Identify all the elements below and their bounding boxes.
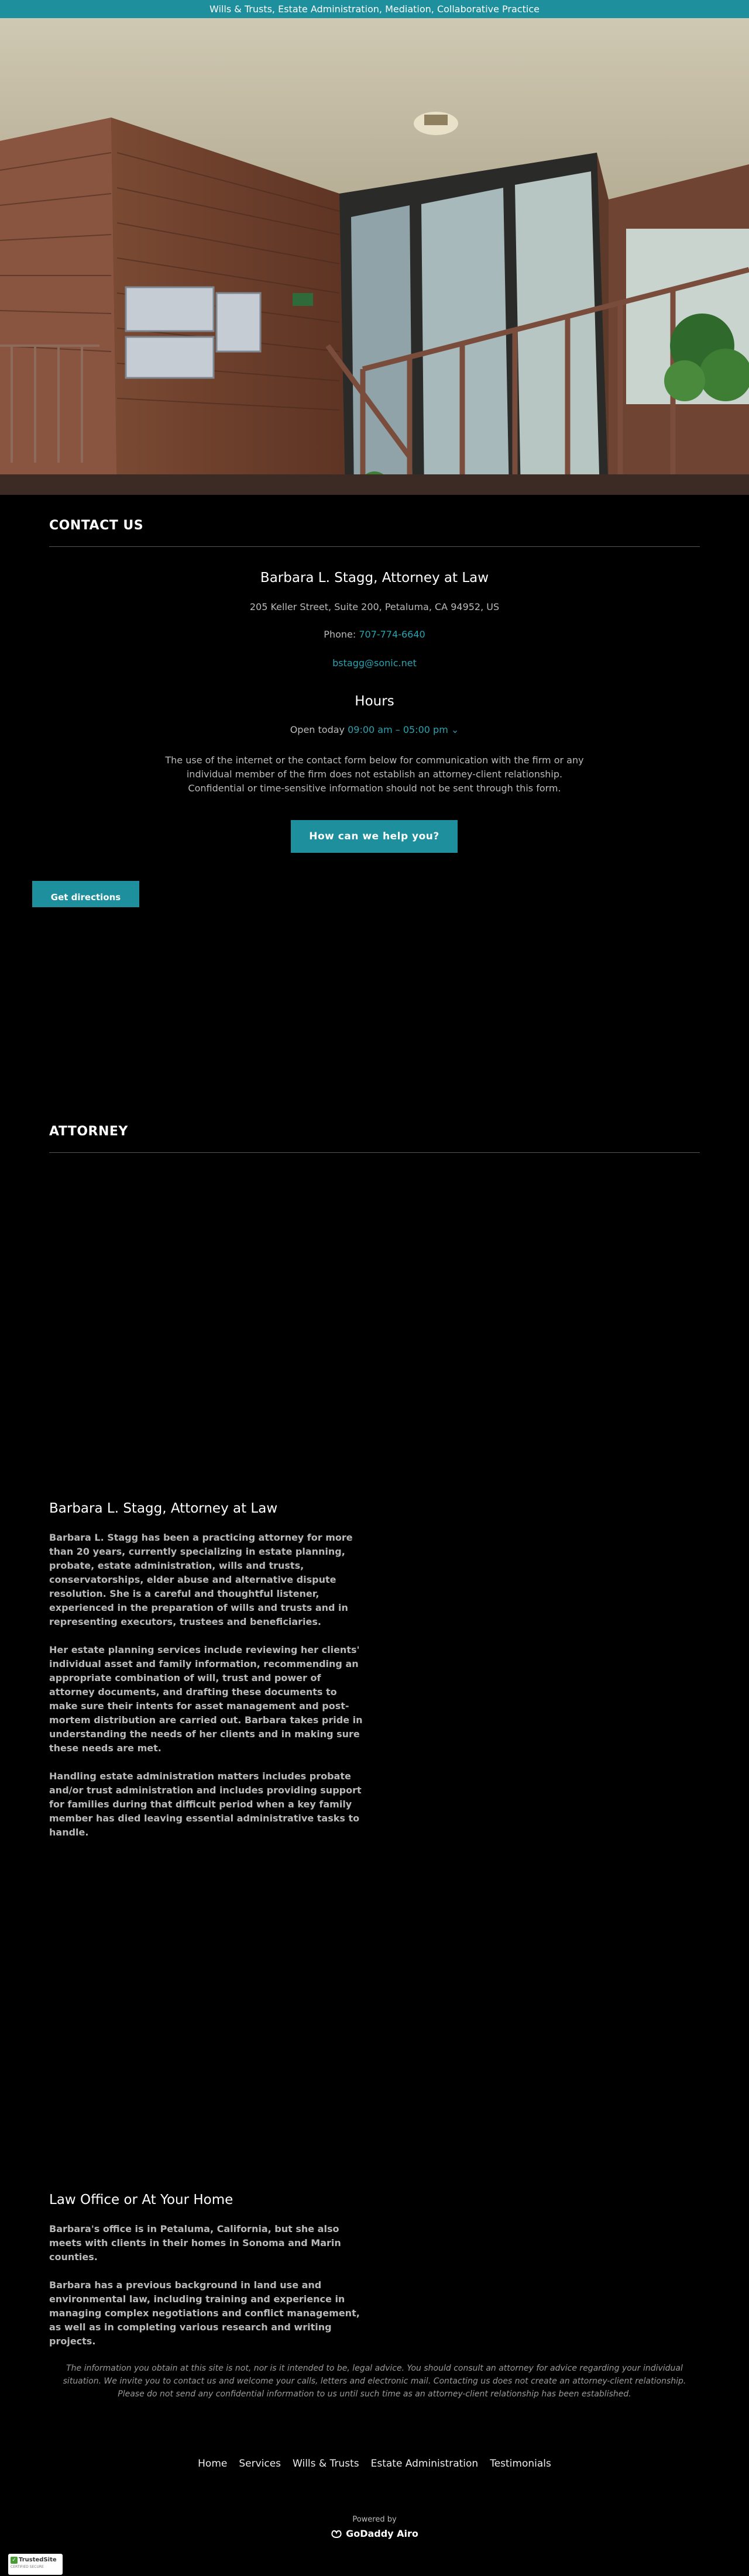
footer-nav [0, 2458, 749, 2470]
badge-subtitle: CERTIFIED SECURE [11, 2565, 44, 2569]
brand-name: GoDaddy Airo [346, 2528, 418, 2539]
open-today-row [49, 724, 700, 735]
open-hours: 09:00 am – 05:00 pm [348, 724, 448, 735]
attorney-heading: ATTORNEY [49, 1124, 128, 1139]
badge-title: TrustedSite [19, 2557, 57, 2563]
footer-link-services[interactable]: Services [239, 2458, 281, 2470]
check-icon: ✓ [11, 2557, 18, 2564]
phone-link[interactable]: 707-774-6640 [359, 629, 425, 640]
bio-paragraph-2: Her estate planning services include reviewing her clients' individual asset and family information, recommending an appropriate combination of will, trust and power of attorney documents, and drafting these documents to make sure their intents for asset management and post-mortem distribution are carried out. Barbara takes pride in understanding the needs of her clients and in making sure these needs are met. [49, 1644, 363, 1754]
footer-link-estate-administration[interactable]: Estate Administration [370, 2458, 479, 2470]
hours-toggle[interactable] [348, 724, 459, 735]
email-row [49, 657, 700, 669]
office-paragraph-1: Barbara's office is in Petaluma, California, but she also meets with clients in their homes in Sonoma and Marin counties. [49, 2223, 341, 2262]
top-banner-text: Wills & Trusts, Estate Administration, Mediation, Collaborative Practice [209, 4, 540, 15]
brand-link[interactable] [0, 2528, 749, 2539]
contact-divider [49, 546, 700, 547]
footer-link-home[interactable]: Home [198, 2458, 228, 2470]
firm-name: Barbara L. Stagg, Attorney at Law [260, 570, 489, 586]
attorney-divider [49, 1152, 700, 1153]
office-paragraph-2: Barbara has a previous background in land use and environmental law, including training and experience in managing complex negotiations and conflict management, as well as in completing various research and writing projects. [49, 2279, 360, 2347]
phone-label: Phone: [324, 629, 356, 640]
contact-heading: CONTACT US [49, 518, 144, 533]
godaddy-logo-icon [331, 2529, 342, 2539]
footer-link-testimonials[interactable]: Testimonials [490, 2458, 551, 2470]
bio-paragraph-3: Handling estate administration matters includes probate and/or trust administration and includes providing support for families during that difficult period when a key family member has died leaving essential administrative tasks to handle. [49, 1771, 362, 1838]
contact-disclaimer: The use of the internet or the contact form below for communication with the firm or any individual member of the firm does not establish an attorney-client relationship. Confidential or time-sensitive information should not be sent through this form. [165, 755, 584, 794]
hours-heading: Hours [355, 694, 394, 709]
trustedsite-badge[interactable] [8, 2554, 63, 2575]
directions-button[interactable]: Get directions [32, 881, 139, 907]
bio-paragraph-1: Barbara L. Stagg has been a practicing attorney for more than 20 years, currently specializing in estate planning, probate, estate administration, wills and trusts, conservatorships, elder abuse and alternative dispute resolution. She is a careful and thoughtful listener, experienced in the preparation of wills and trusts and in representing executors, trustees and beneficiaries. [49, 1532, 353, 1627]
powered-by: Powered by [352, 2515, 397, 2524]
legal-disclaimer: The information you obtain at this site is not, nor is it intended to be, legal advice. You should consult an attorney for advice regarding your individual situation. We invite you to contact us and welcome your calls, letters and electronic mail. Contacting us does not create an attorney-client relationship. Please do not send any confidential information to us until such time as an attorney-client relationship has been established. [63, 2364, 686, 2399]
email-link[interactable]: bstagg@sonic.net [332, 657, 417, 669]
open-today-label: Open today [290, 724, 345, 735]
address: 205 Keller Street, Suite 200, Petaluma, CA 94952, US [249, 601, 500, 612]
hero-image [0, 18, 749, 495]
top-banner [0, 0, 749, 18]
footer-link-wills-trusts[interactable]: Wills & Trusts [293, 2458, 359, 2470]
office-title: Law Office or At Your Home [49, 2192, 233, 2207]
office-entrance-photo [0, 18, 749, 495]
phone-row [49, 629, 700, 640]
bio-title: Barbara L. Stagg, Attorney at Law [49, 1501, 278, 1516]
chevron-down-icon: ⌄ [451, 724, 459, 735]
help-button[interactable]: How can we help you? [291, 820, 458, 853]
